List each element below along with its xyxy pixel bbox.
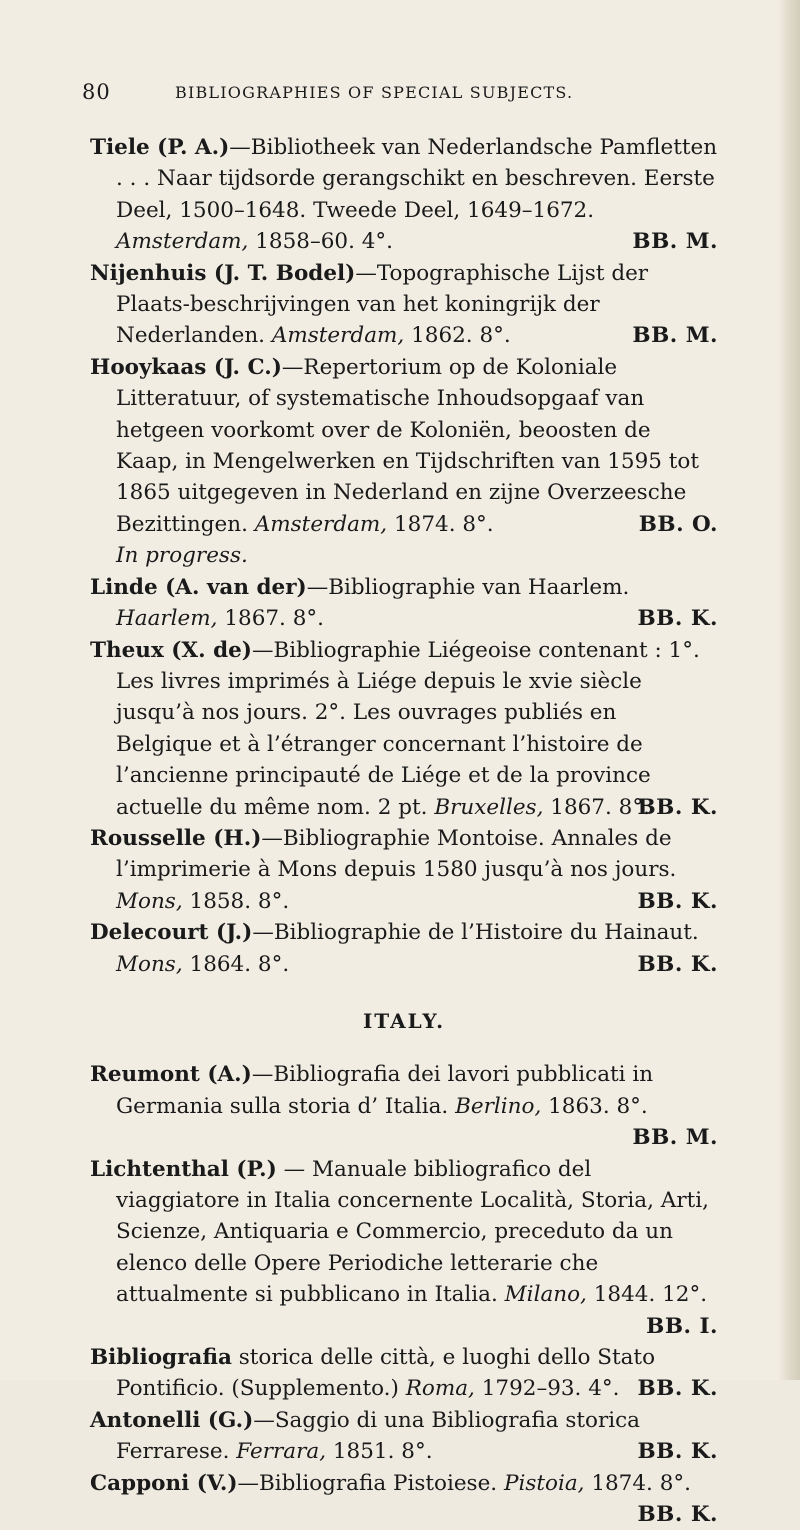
entry-date: 1874. 8°.: [584, 1470, 691, 1496]
page-edge: [778, 0, 800, 1380]
entry-text: —Topographische Lijst der Plaats-beschrijvingen van het koningrijk der Nederlanden.: [116, 260, 649, 349]
entry-heading: Linde (A. van der): [90, 574, 307, 600]
shelf-mark: BB. I.: [646, 1313, 718, 1339]
bibliography-entry: [90, 823, 718, 917]
bibliography-entry: [90, 352, 718, 572]
entry-heading: Antonelli (G.): [90, 1407, 254, 1433]
entry-place: Roma,: [405, 1376, 475, 1402]
shelf-mark: BB. M.: [632, 1125, 718, 1151]
shelf-mark: BB. K.: [637, 888, 718, 914]
entry-heading: Lichtenthal (P.): [90, 1156, 277, 1182]
section-heading: ITALY.: [362, 1008, 446, 1033]
page-number: 80: [82, 80, 111, 104]
entry-text: —Bibliographie Liégeoise contenant : 1°. Les livres imprimés à Liége depuis le xvie siècle jusqu’à nos jours. 2°. Les ouvrages publiés en Belgique et à l’étranger concernant l’histoire de l’ancienne principauté de Liége et de la province actuelle du même nom. 2 pt.: [116, 637, 700, 820]
entry-place: Pistoia,: [503, 1470, 585, 1496]
entry-heading: Nijenhuis (J. T. Bodel): [90, 260, 356, 286]
entry-text: —Bibliografia Pistoiese.: [237, 1470, 504, 1496]
bibliography-entry: [90, 132, 718, 258]
entry-heading: Theux (X. de): [90, 637, 252, 663]
bibliography-body: [90, 132, 718, 1530]
entry-date: 1862. 8°.: [404, 323, 511, 349]
entry-place: Haarlem,: [116, 606, 218, 632]
entry-date: 1792–93. 4°.: [474, 1376, 620, 1402]
shelf-mark: BB. K.: [637, 951, 718, 977]
entry-date: 1863. 8°.: [541, 1093, 648, 1119]
entry-date: 1864. 8°.: [182, 951, 290, 977]
entry-place: Mons,: [116, 951, 183, 977]
entry-text: — Manuale bibliografico del viaggiatore in Italia concernente Località, Storia, Arti, Scienze, Antiquaria e Commercio, preceduto da un elenco delle Opere Periodiche letterarie che attualmente si pubblicano in Italia.: [116, 1156, 709, 1308]
shelf-mark: BB. M.: [632, 229, 718, 255]
running-header: [82, 80, 642, 110]
entry-text: —Saggio di una Bibliografia storica Ferrarese.: [116, 1407, 640, 1465]
entry-text: —Bibliotheek van Nederlandsche Pamfletten . . . Naar tijdsorde gerangschikt en beschreven. Eerste Deel, 1500–1648. Tweede Deel, 1649–1672.: [116, 135, 718, 223]
entry-place: Mons,: [116, 888, 183, 914]
entry-date: 1867. 8°.: [543, 794, 650, 820]
entry-heading: Hooykaas (J. C.): [90, 354, 282, 380]
entry-place: Berlino,: [455, 1093, 542, 1119]
entry-place: Amsterdam,: [254, 511, 388, 537]
shelf-mark: BB. O.: [638, 511, 718, 537]
entry-text: —Bibliographie de l’Histoire du Hainaut.: [252, 920, 699, 946]
shelf-mark: BB. M.: [632, 323, 718, 349]
entry-text: —Repertorium op de Koloniale Litteratuur, of systematische Inhoudsopgaaf van hetgeen voorkomt over de Koloniën, beoosten de Kaap, in Mengelwerken en Tijdschriften van 1595 tot 1865 uitgegeven in Nederland en zijne Overzeesche Bezittingen.: [116, 354, 700, 537]
entry-text: —Bibliographie Montoise. Annales de l’imprimerie à Mons depuis 1580 jusqu’à nos jours.: [116, 825, 677, 883]
bibliography-entry: [90, 1468, 718, 1530]
entry-date: 1844. 12°.: [586, 1282, 708, 1308]
entry-text: —Bibliografia dei lavori pubblicati in Germania sulla storia d’ Italia.: [116, 1062, 654, 1119]
running-title: BIBLIOGRAPHIES OF SPECIAL SUBJECTS.: [175, 83, 574, 102]
bibliography-entry: [90, 1059, 718, 1153]
shelf-mark: BB. K.: [637, 606, 718, 632]
entry-place: Bruxelles,: [434, 794, 544, 820]
bibliography-entry: [90, 1342, 718, 1405]
entry-date: 1851. 8°.: [326, 1439, 433, 1465]
entry-place: Milano,: [504, 1282, 587, 1308]
entry-heading: Bibliografia: [90, 1345, 232, 1371]
bibliography-entry: [90, 258, 718, 352]
entry-text: —Bibliographie van Haarlem.: [306, 574, 630, 600]
shelf-mark: BB. K.: [637, 1502, 718, 1528]
entry-place: Amsterdam,: [271, 323, 405, 349]
entry-heading: Reumont (A.): [90, 1062, 252, 1088]
entry-place: Amsterdam,: [116, 229, 249, 255]
bibliography-entry: [90, 635, 718, 823]
entry-heading: Capponi (V.): [90, 1470, 238, 1496]
bibliography-entry: [90, 572, 718, 635]
shelf-mark: BB. K.: [637, 794, 718, 820]
entry-date: 1858–60. 4°.: [248, 229, 393, 255]
shelf-mark: BB. K.: [637, 1376, 718, 1402]
shelf-mark: BB. K.: [637, 1439, 718, 1465]
entry-date: 1858. 8°.: [182, 888, 290, 914]
entry-text: storica delle città, e luoghi dello Stato Pontificio. (Supplemento.): [116, 1345, 656, 1402]
bibliography-entry: [90, 1154, 718, 1342]
bibliography-entry: [90, 1405, 718, 1468]
bibliography-entry: [90, 917, 718, 980]
entry-heading: Tiele (P. A.): [90, 135, 230, 160]
entry-place: Ferrara,: [236, 1439, 327, 1465]
entry-heading: Delecourt (J.): [90, 920, 253, 946]
entry-date: 1874. 8°.: [387, 511, 494, 537]
entry-date: 1867. 8°.: [217, 606, 324, 632]
entry-note: In progress.: [116, 543, 248, 569]
entry-heading: Rousselle (H.): [90, 825, 262, 851]
